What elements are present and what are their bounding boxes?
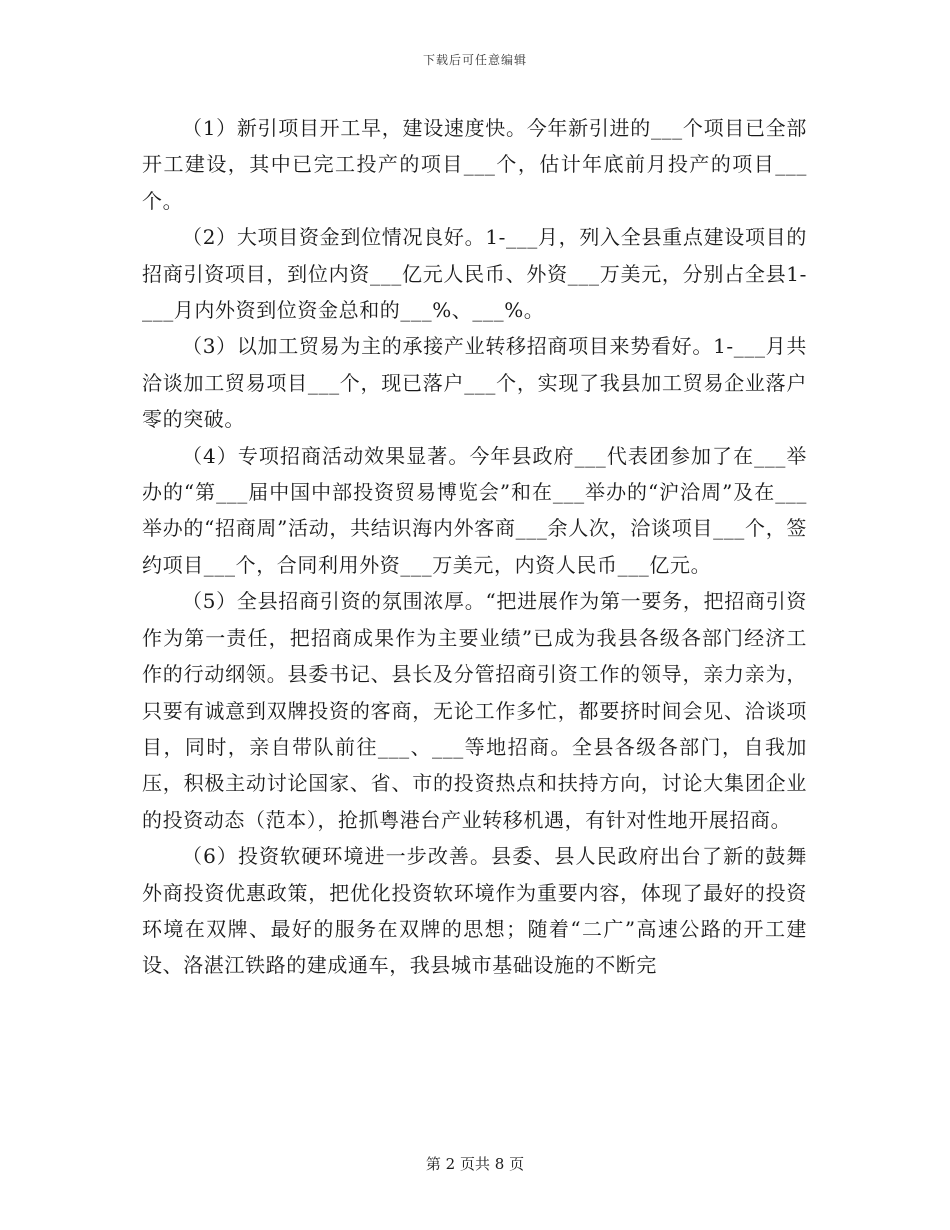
paragraph-2: （2）大项目资金到位情况良好。1-___月，列入全县重点建设项目的招商引资项目，到位内资___亿元人民币、外资___万美元，分别占全县1-___月内外资到位资金总和的___%、___%。 [142,225,807,323]
paragraph-4: （4）专项招商活动效果显著。今年县政府___代表团参加了在___举办的“第___届中国中部投资贸易博览会”和在___举办的“沪洽周”及在___举办的“招商周”活动，共结识海内外客商___余人次，洽谈项目___个，签约项目___个，合同利用外资___万美元，内资人民币___亿元。 [142,443,807,577]
paragraph-6: （6）投资软硬环境进一步改善。县委、县人民政府出台了新的鼓舞外商投资优惠政策，把优化投资软环境作为重要内容，体现了最好的投资环境在双牌、最好的服务在双牌的思想；随着“二广”高速公路的开工建设、洛湛江铁路的建成通车，我县城市基础设施的不断完 [142,844,807,978]
page-footer: 第 2 页共 8 页 [425,1155,525,1173]
document-body [142,110,807,984]
page-header: 下载后可任意编辑 [422,53,527,67]
paragraph-1: （1）新引项目开工早，建设速度快。今年新引进的___个项目已全部开工建设，其中已完工投产的项目___个，估计年底前月投产的项目___个。 [142,116,807,213]
paragraph-5: （5）全县招商引资的氛围浓厚。“把进展作为第一要务，把招商引资作为第一责任，把招商成果作为主要业绩”已成为我县各级各部门经济工作的行动纲领。县委书记、县长及分管招商引资工作的领导，亲力亲为，只要有诚意到双牌投资的客商，无论工作多忙，都要挤时间会见、洽谈项目，同时，亲自带队前往___、___等地招商。全县各级各部门，自我加压，积极主动讨论国家、省、市的投资热点和扶持方向，讨论大集团企业的投资动态（范本），抢抓粤港台产业转移机遇，有针对性地开展招商。 [142,589,807,832]
paragraph-3: （3）以加工贸易为主的承接产业转移招商项目来势看好。1-___月共洽谈加工贸易项目___个，现已落户___个，实现了我县加工贸易企业落户零的突破。 [142,334,807,432]
